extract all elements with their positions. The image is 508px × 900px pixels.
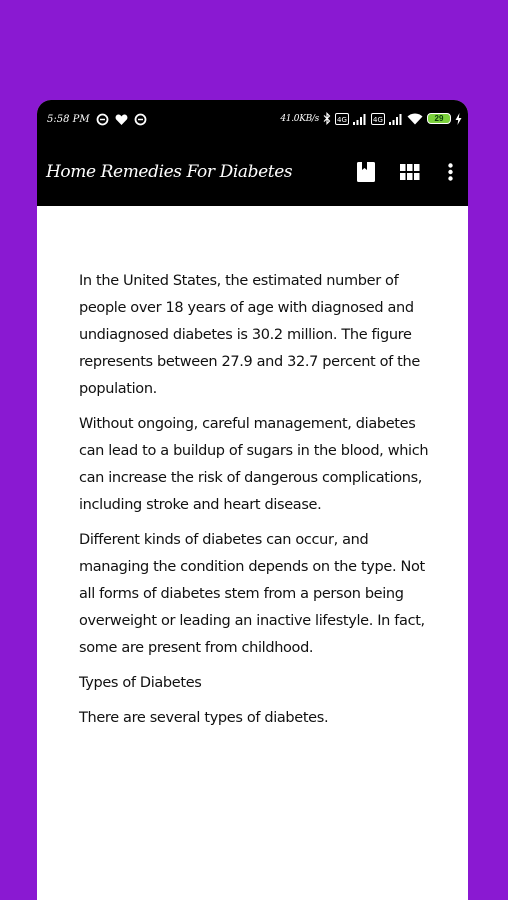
- article-paragraph: Different kinds of diabetes can occur, and managing the condition depends on the type. Not all forms of diabetes stem from a person being overweight or leading an inactive lifestyle. In fact, some are present from childhood.: [79, 532, 425, 656]
- overflow-menu-button[interactable]: [432, 142, 468, 206]
- network-speed: 41.0KB/s: [280, 113, 319, 124]
- volte-icon: [335, 112, 349, 125]
- article-paragraph: In the United States, the estimated number of people over 18 years of age with diagnosed and undiagnosed diabetes is 30.2 million. The figure represents between 27.9 and 32.7 percent of the population.: [79, 273, 420, 397]
- volte-icon: [371, 112, 385, 125]
- data-saver-icon: [96, 113, 109, 126]
- bluetooth-icon: [323, 112, 331, 125]
- grid-view-button[interactable]: [388, 142, 432, 206]
- signal-icon: [389, 112, 403, 125]
- status-left: [47, 113, 147, 126]
- article-paragraph: There are several types of diabetes.: [79, 710, 329, 726]
- status-right: [280, 112, 462, 125]
- app-bar: [37, 142, 468, 206]
- phone-screen: [37, 100, 468, 900]
- svg-text:4G: 4G: [337, 116, 347, 124]
- app-actions: [344, 142, 468, 206]
- status-time: 5:58 PM: [47, 114, 90, 125]
- svg-text:4G: 4G: [373, 116, 383, 124]
- signal-icon: [353, 112, 367, 125]
- app-title: Home Remedies For Diabetes: [46, 162, 293, 182]
- data-saver-icon: [134, 113, 147, 126]
- bookmark-icon: [357, 162, 375, 187]
- more-vertical-icon: [448, 163, 453, 186]
- article-subheading: Types of Diabetes: [79, 675, 202, 691]
- heart-icon: [115, 113, 128, 126]
- bookmark-button[interactable]: [344, 142, 388, 206]
- charging-icon: [455, 112, 462, 125]
- wifi-icon: [407, 112, 423, 125]
- article-content: [79, 268, 439, 740]
- article-paragraph: Without ongoing, careful management, diabetes can lead to a buildup of sugars in the blood, which can increase the risk of dangerous complications, including stroke and heart disease.: [79, 416, 429, 513]
- status-bar: [37, 100, 468, 142]
- battery-icon: 29: [427, 113, 451, 124]
- grid-icon: [400, 164, 420, 185]
